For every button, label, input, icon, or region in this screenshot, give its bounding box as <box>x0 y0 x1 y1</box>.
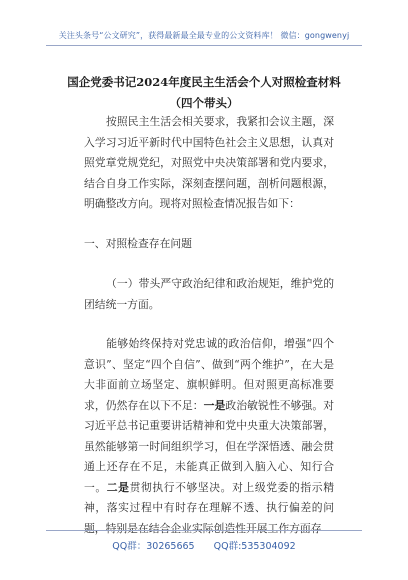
section-heading-text: 一、对照检查存在问题 <box>84 237 192 250</box>
paragraph-text-c: 贯彻执行不够坚决。对上级党委的指示精神，落实过程中有时存在理解不透、执行偏差的问题，特别是在结合企业实际创造性开展工作方面存 <box>84 480 334 535</box>
footer <box>0 538 408 552</box>
point-marker-two: 二是 <box>106 480 130 494</box>
subsection-heading-text: （一）带头严守政治纪律和政治规矩，维护党的团结统一方面。 <box>84 277 334 311</box>
footer-qq-group-1: QQ群：30265665 <box>112 541 195 552</box>
header-divider <box>46 45 362 46</box>
intro-text: 按照民主生活会相关要求，我紧扣会议主题，深入学习习近平新时代中国特色社会主义思想，认真对照党章党规党纪，对照党中央决策部署和党内要求，结合自身工作实际，深刻查摆问题，剖析问题根源，明确整改方向。现将对照检查情况报告如下： <box>84 115 334 210</box>
subsection-heading <box>84 274 334 315</box>
intro-paragraph <box>84 112 334 215</box>
header-note: 关注头条号“公文研究”，获得最新最全最专业的公文资料库！ 微信：gongwenyj <box>58 31 350 40</box>
point-marker-one: 一是 <box>203 398 226 412</box>
section-heading <box>84 234 334 255</box>
paragraph-text-b: 政治敏锐性不够强。对习近平总书记重要讲话精神和党中央重大决策部署，虽然能够第一时间组织学习，但在学深悟透、融会贯通上还存在不足，未能真正做到入脑入心、知行合一。 <box>84 398 335 494</box>
footer-qq-group-2: QQ群:535304092 <box>213 541 296 552</box>
body-paragraph <box>84 334 334 539</box>
paragraph-text-a: 能够始终保持对党忠诚的政治信仰，增强“四个意识”、坚定“四个自信”、做到“两个维护”，在大是大非面前立场坚定、旗帜鲜明。但对照更高标准要求，仍然存在以下不足： <box>84 337 334 412</box>
footer-divider <box>46 530 362 531</box>
document-title: 国企党委书记2024年度民主生活会个人对照检查材料（四个带头） <box>67 75 341 110</box>
